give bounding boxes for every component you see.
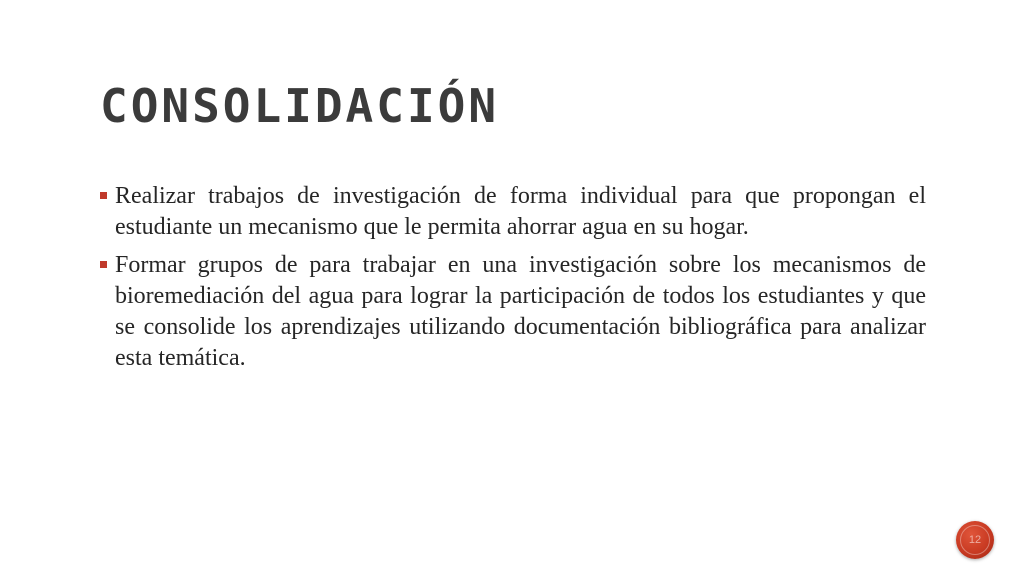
bullet-text: Realizar trabajos de investigación de forma individual para que propongan el estudiante un mecanismo que le permita ahorrar agua en su hogar. xyxy=(115,183,926,240)
page-number: 12 xyxy=(968,534,982,546)
bullet-item xyxy=(100,250,926,374)
page-number-badge xyxy=(956,521,994,559)
bullet-list xyxy=(100,181,926,381)
square-bullet-icon xyxy=(100,261,107,268)
bullet-item xyxy=(100,181,926,243)
bullet-text: Formar grupos de para trabajar en una investigación sobre los mecanismos de bioremediación del agua para lograr la participación de todos los estudiantes y que se consolide los aprendizajes utilizando documentación bibliográfica para analizar esta temática. xyxy=(115,252,926,371)
square-bullet-icon xyxy=(100,192,107,199)
slide-title: CONSOLIDACIÓN xyxy=(100,79,500,133)
